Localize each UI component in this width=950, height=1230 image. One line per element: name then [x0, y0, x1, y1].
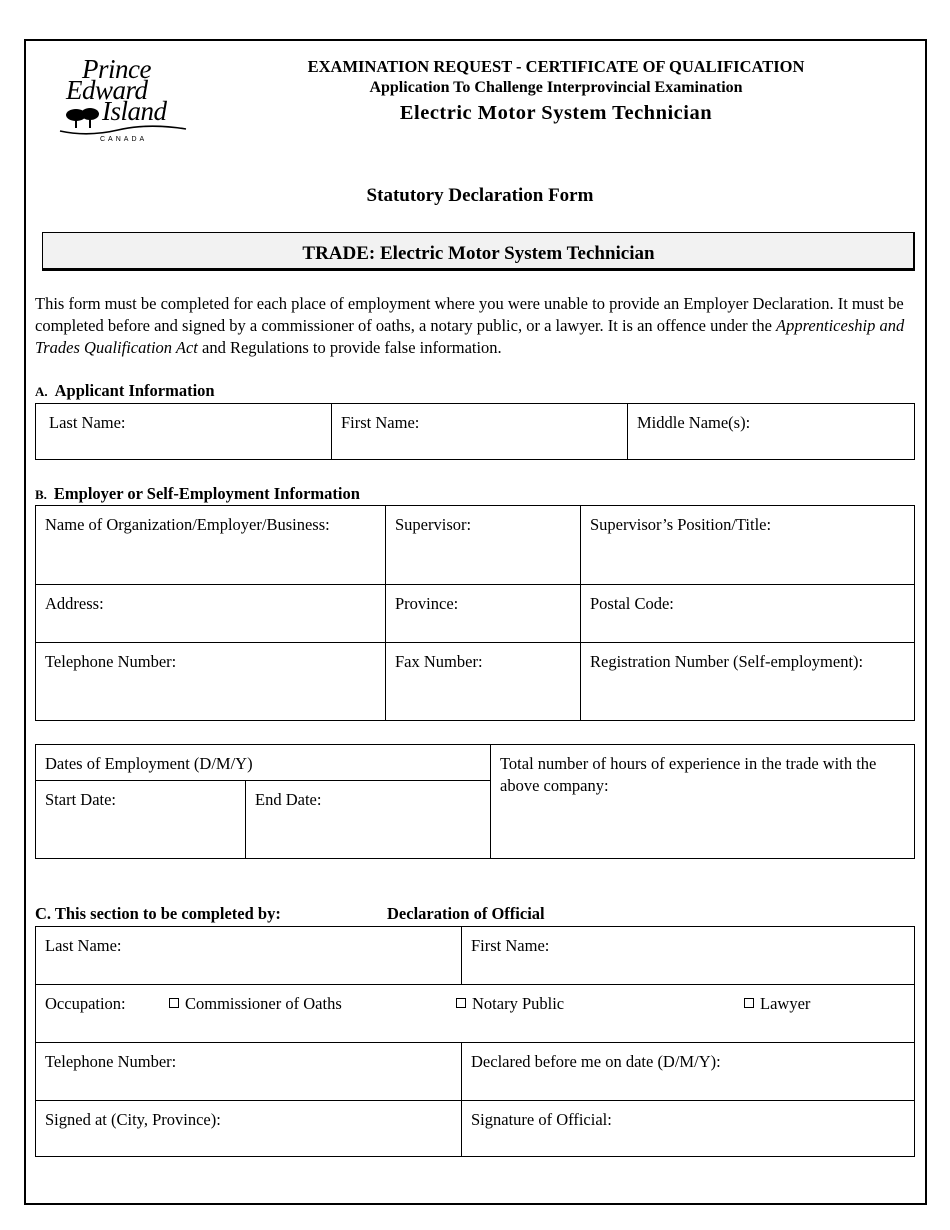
postal-code-field[interactable]: Postal Code:	[580, 584, 915, 643]
supervisor-field[interactable]: Supervisor:	[385, 505, 581, 585]
occupation-row	[35, 984, 915, 1043]
option-lawyer[interactable]	[744, 993, 810, 1015]
option-commissioner-of-oaths[interactable]	[169, 993, 342, 1015]
logo-line-3: Island	[102, 96, 167, 126]
checkbox-icon[interactable]	[169, 998, 179, 1008]
intro-text-2: and Regulations to provide false information.	[197, 338, 502, 357]
fax-number-field[interactable]: Fax Number:	[385, 642, 581, 721]
header-line-1: EXAMINATION REQUEST - CERTIFICATE OF QUALIFICATION	[307, 57, 805, 76]
province-field[interactable]: Province:	[385, 584, 581, 643]
header-line-2: Application To Challenge Interprovincial Examination	[369, 79, 743, 96]
logo-line-1: Prince	[82, 54, 151, 84]
declared-date-field[interactable]: Declared before me on date (D/M/Y):	[461, 1042, 915, 1101]
signed-at-field[interactable]: Signed at (City, Province):	[35, 1100, 462, 1157]
act-name: Apprenticeship and Trades Qualification Act	[35, 316, 905, 357]
supervisor-position-field[interactable]: Supervisor’s Position/Title:	[580, 505, 915, 585]
end-date-field[interactable]: End Date:	[245, 780, 491, 859]
address-field[interactable]: Address:	[35, 584, 386, 643]
intro-paragraph	[35, 293, 917, 359]
section-a-letter: A.	[35, 384, 48, 399]
logo-line-2: Edward	[66, 75, 148, 105]
checkbox-icon[interactable]	[744, 998, 754, 1008]
option-notary-public[interactable]	[456, 993, 564, 1015]
section-b-label: Employer or Self-Employment Information	[53, 484, 360, 503]
total-hours-field[interactable]: Total number of hours of experience in the trade with the above company:	[490, 744, 915, 859]
option-label: Notary Public	[472, 994, 565, 1013]
applicant-last-name-field[interactable]: Last Name:	[35, 403, 332, 460]
section-a-label: Applicant Information	[54, 381, 215, 400]
official-telephone-field[interactable]: Telephone Number:	[35, 1042, 462, 1101]
header-line-3: Electric Motor System Technician	[399, 102, 713, 124]
section-c-title: C. This section to be completed by:	[35, 904, 281, 923]
telephone-number-field[interactable]: Telephone Number:	[35, 642, 386, 721]
occupation-label: Occupation:	[45, 994, 126, 1013]
section-c-subtitle: Declaration of Official	[387, 904, 545, 923]
official-last-name-field[interactable]: Last Name:	[35, 926, 462, 985]
pei-logo	[58, 55, 190, 147]
applicant-first-name-field[interactable]: First Name:	[331, 403, 628, 460]
dates-of-employment-header: Dates of Employment (D/M/Y)	[35, 744, 491, 781]
option-label: Lawyer	[760, 994, 811, 1013]
applicant-middle-name-field[interactable]: Middle Name(s):	[627, 403, 915, 460]
organization-name-field[interactable]: Name of Organization/Employer/Business:	[35, 505, 386, 585]
form-title: Statutory Declaration Form	[366, 185, 594, 206]
signature-field[interactable]: Signature of Official:	[461, 1100, 915, 1157]
section-a-title	[35, 381, 215, 401]
official-first-name-field[interactable]: First Name:	[461, 926, 915, 985]
logo-country: CANADA	[100, 136, 148, 143]
start-date-field[interactable]: Start Date:	[35, 780, 246, 859]
trade-banner: TRADE: Electric Motor System Technician	[42, 232, 915, 271]
option-label: Commissioner of Oaths	[185, 994, 342, 1013]
intro-text-1: This form must be completed for each place of employment where you were unable to provide an Employer Declaration. It must be completed before and signed by a commissioner of oaths, a notary public, or a lawyer. It is an offence under the	[35, 294, 904, 335]
section-b-title	[35, 484, 360, 504]
checkbox-icon[interactable]	[456, 998, 466, 1008]
section-b-letter: B.	[35, 487, 47, 502]
registration-number-field[interactable]: Registration Number (Self-employment):	[580, 642, 915, 721]
